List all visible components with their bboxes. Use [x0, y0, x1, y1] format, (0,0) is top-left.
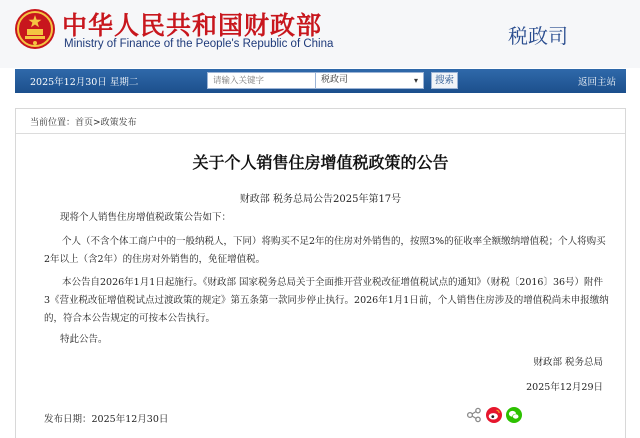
- breadcrumb-section-link[interactable]: 政策发布: [100, 118, 137, 128]
- ministry-name-cn: 中华人民共和国财政部: [62, 11, 323, 40]
- department-name: 税政司: [508, 24, 568, 48]
- search-button[interactable]: 搜索: [431, 72, 458, 89]
- publish-date: [44, 411, 168, 425]
- search-scope-value: 税政司: [321, 75, 349, 85]
- signature-organization: 财政部 税务总局: [533, 357, 603, 368]
- divider: [16, 133, 625, 134]
- article-paragraph-effective: 本公告自2026年1月1日起施行。《财政部 国家税务总局关于全面推开营业税改征增值税试点的通知》（财税〔2016〕36号）附件3《营业税改征增值税试点过渡政策的规定》第五条第一款同步停止执行。2026年1月1日前，个人销售住房涉及的增值税尚未申报缴纳的，符合本公告规定的可按本公告执行。: [44, 277, 609, 324]
- article-paragraph-closing: 特此公告。: [60, 334, 108, 345]
- breadcrumb: [30, 115, 137, 128]
- article-paragraph-intro: 现将个人销售住房增值税政策公告如下：: [60, 212, 232, 223]
- wechat-icon[interactable]: [506, 407, 522, 423]
- site-header: [0, 0, 640, 68]
- weibo-icon[interactable]: [486, 407, 502, 423]
- ministry-name-en: Ministry of Finance of the People's Republic of China: [64, 38, 334, 50]
- share-link-icon[interactable]: [466, 407, 482, 423]
- search-input[interactable]: [207, 72, 317, 89]
- article-panel: [15, 108, 626, 438]
- chevron-down-icon: ▾: [413, 76, 418, 85]
- document-number: 财政部 税务总局公告2025年第17号: [239, 194, 402, 205]
- national-emblem-icon: [14, 8, 56, 50]
- breadcrumb-prefix: 当前位置：: [30, 118, 76, 128]
- article-paragraph-policy: 个人（不含个体工商户中的一般纳税人，下同）将购买不足2年的住房对外销售的，按照3%的征收率全额缴纳增值税；个人将购买2年以上（含2年）的住房对外销售的，免征增值税。: [44, 236, 606, 265]
- search-scope-select[interactable]: [315, 72, 424, 89]
- article-title: 关于个人销售住房增值税政策的公告: [192, 153, 449, 172]
- nav-bar: [15, 69, 626, 93]
- current-date: 2025年12月30日 星期二: [30, 77, 139, 88]
- return-home-link[interactable]: 返回主站: [577, 77, 616, 88]
- breadcrumb-separator: >: [93, 118, 101, 128]
- breadcrumb-home-link[interactable]: 首页: [75, 118, 94, 128]
- publish-date-value: 2025年12月30日: [91, 414, 169, 425]
- signature-date: 2025年12月29日: [526, 382, 603, 393]
- publish-date-label: 发布日期：: [44, 414, 92, 425]
